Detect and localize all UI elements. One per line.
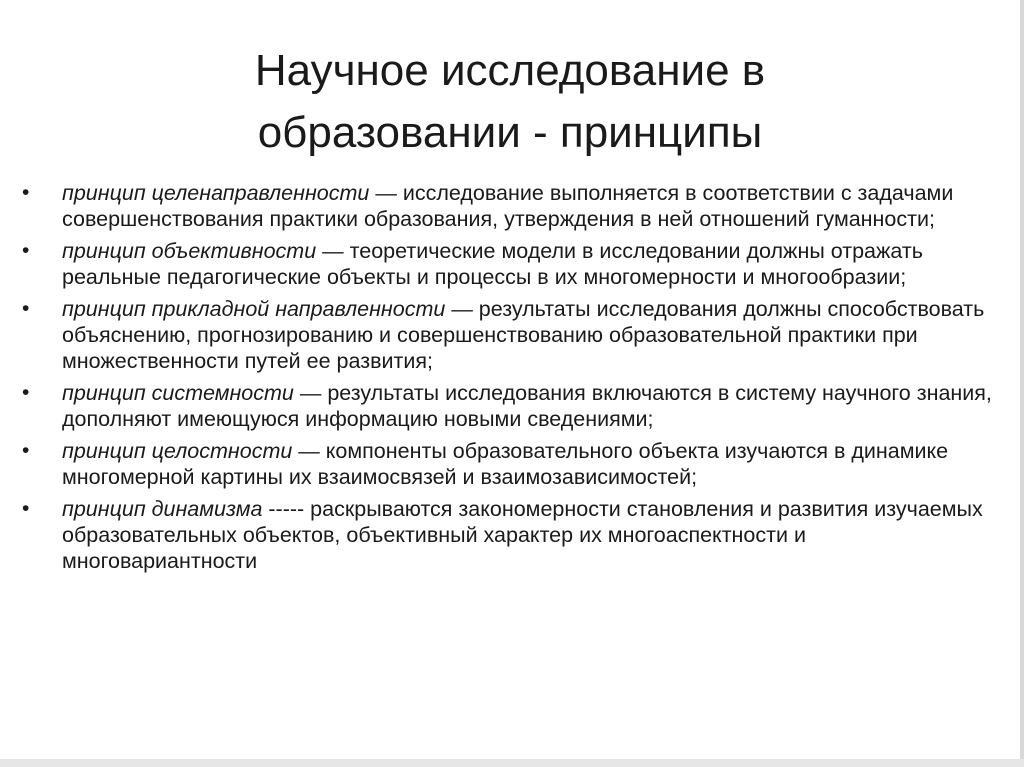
bullet-icon: • (22, 497, 30, 520)
principle-description: результаты исследования должны способствовать объяснению, прогнозированию и совершенствованию образовательной практики при множественности путей ее развития; (62, 297, 985, 373)
principle-separator: — (445, 297, 479, 321)
list-item (22, 238, 1002, 290)
principle-term: принцип целостности (62, 439, 293, 463)
slide-edge-bottom (0, 759, 1024, 767)
principle-term: принцип прикладной направленности (62, 297, 446, 321)
list-item (22, 180, 1002, 232)
principle-description: компоненты образовательного объекта изучаются в динамике многомерной картины их взаимосвязей и взаимозависимостей; (62, 439, 949, 489)
title-line-1: Научное исследование в (254, 46, 766, 95)
list-item (22, 438, 1002, 490)
principle-term: принцип объективности (62, 239, 317, 263)
principle-description: результаты исследования включаются в систему научного знания, дополняют имеющуюся информацию новыми сведениями; (62, 381, 992, 431)
principle-description: теоретические модели в исследовании должны отражать реальные педагогические объекты и процессы в их многомерности и многообразии; (62, 239, 923, 289)
principle-description: раскрываются закономерности становления и развития изучаемых образовательных объектов, объективный характер их многоаспектности и многовариантности (62, 497, 983, 573)
list-item (22, 496, 1002, 574)
list-item (22, 296, 1002, 374)
slide-edge-right (1020, 0, 1024, 767)
slide-title (120, 40, 900, 164)
principle-term: принцип целенаправленности (62, 181, 370, 205)
principles-list (22, 180, 1002, 580)
principle-term: принцип динамизма (62, 497, 263, 521)
bullet-icon: • (22, 297, 30, 320)
principle-separator: ----- (262, 497, 311, 521)
principle-separator: — (369, 181, 403, 205)
principle-description: исследование выполняется в соответствии с задачами совершенствования практики образования, утверждения в ней отношений гуманности; (62, 181, 954, 231)
principle-separator: — (316, 239, 350, 263)
list-item (22, 380, 1002, 432)
bullet-icon: • (22, 439, 30, 462)
principle-term: принцип системности (62, 381, 294, 405)
bullet-icon: • (22, 239, 30, 262)
bullet-icon: • (22, 381, 30, 404)
bullet-icon: • (22, 181, 30, 204)
principle-separator: — (292, 439, 326, 463)
title-line-2: образовании - принципы (257, 108, 763, 157)
principle-separator: — (293, 381, 328, 405)
